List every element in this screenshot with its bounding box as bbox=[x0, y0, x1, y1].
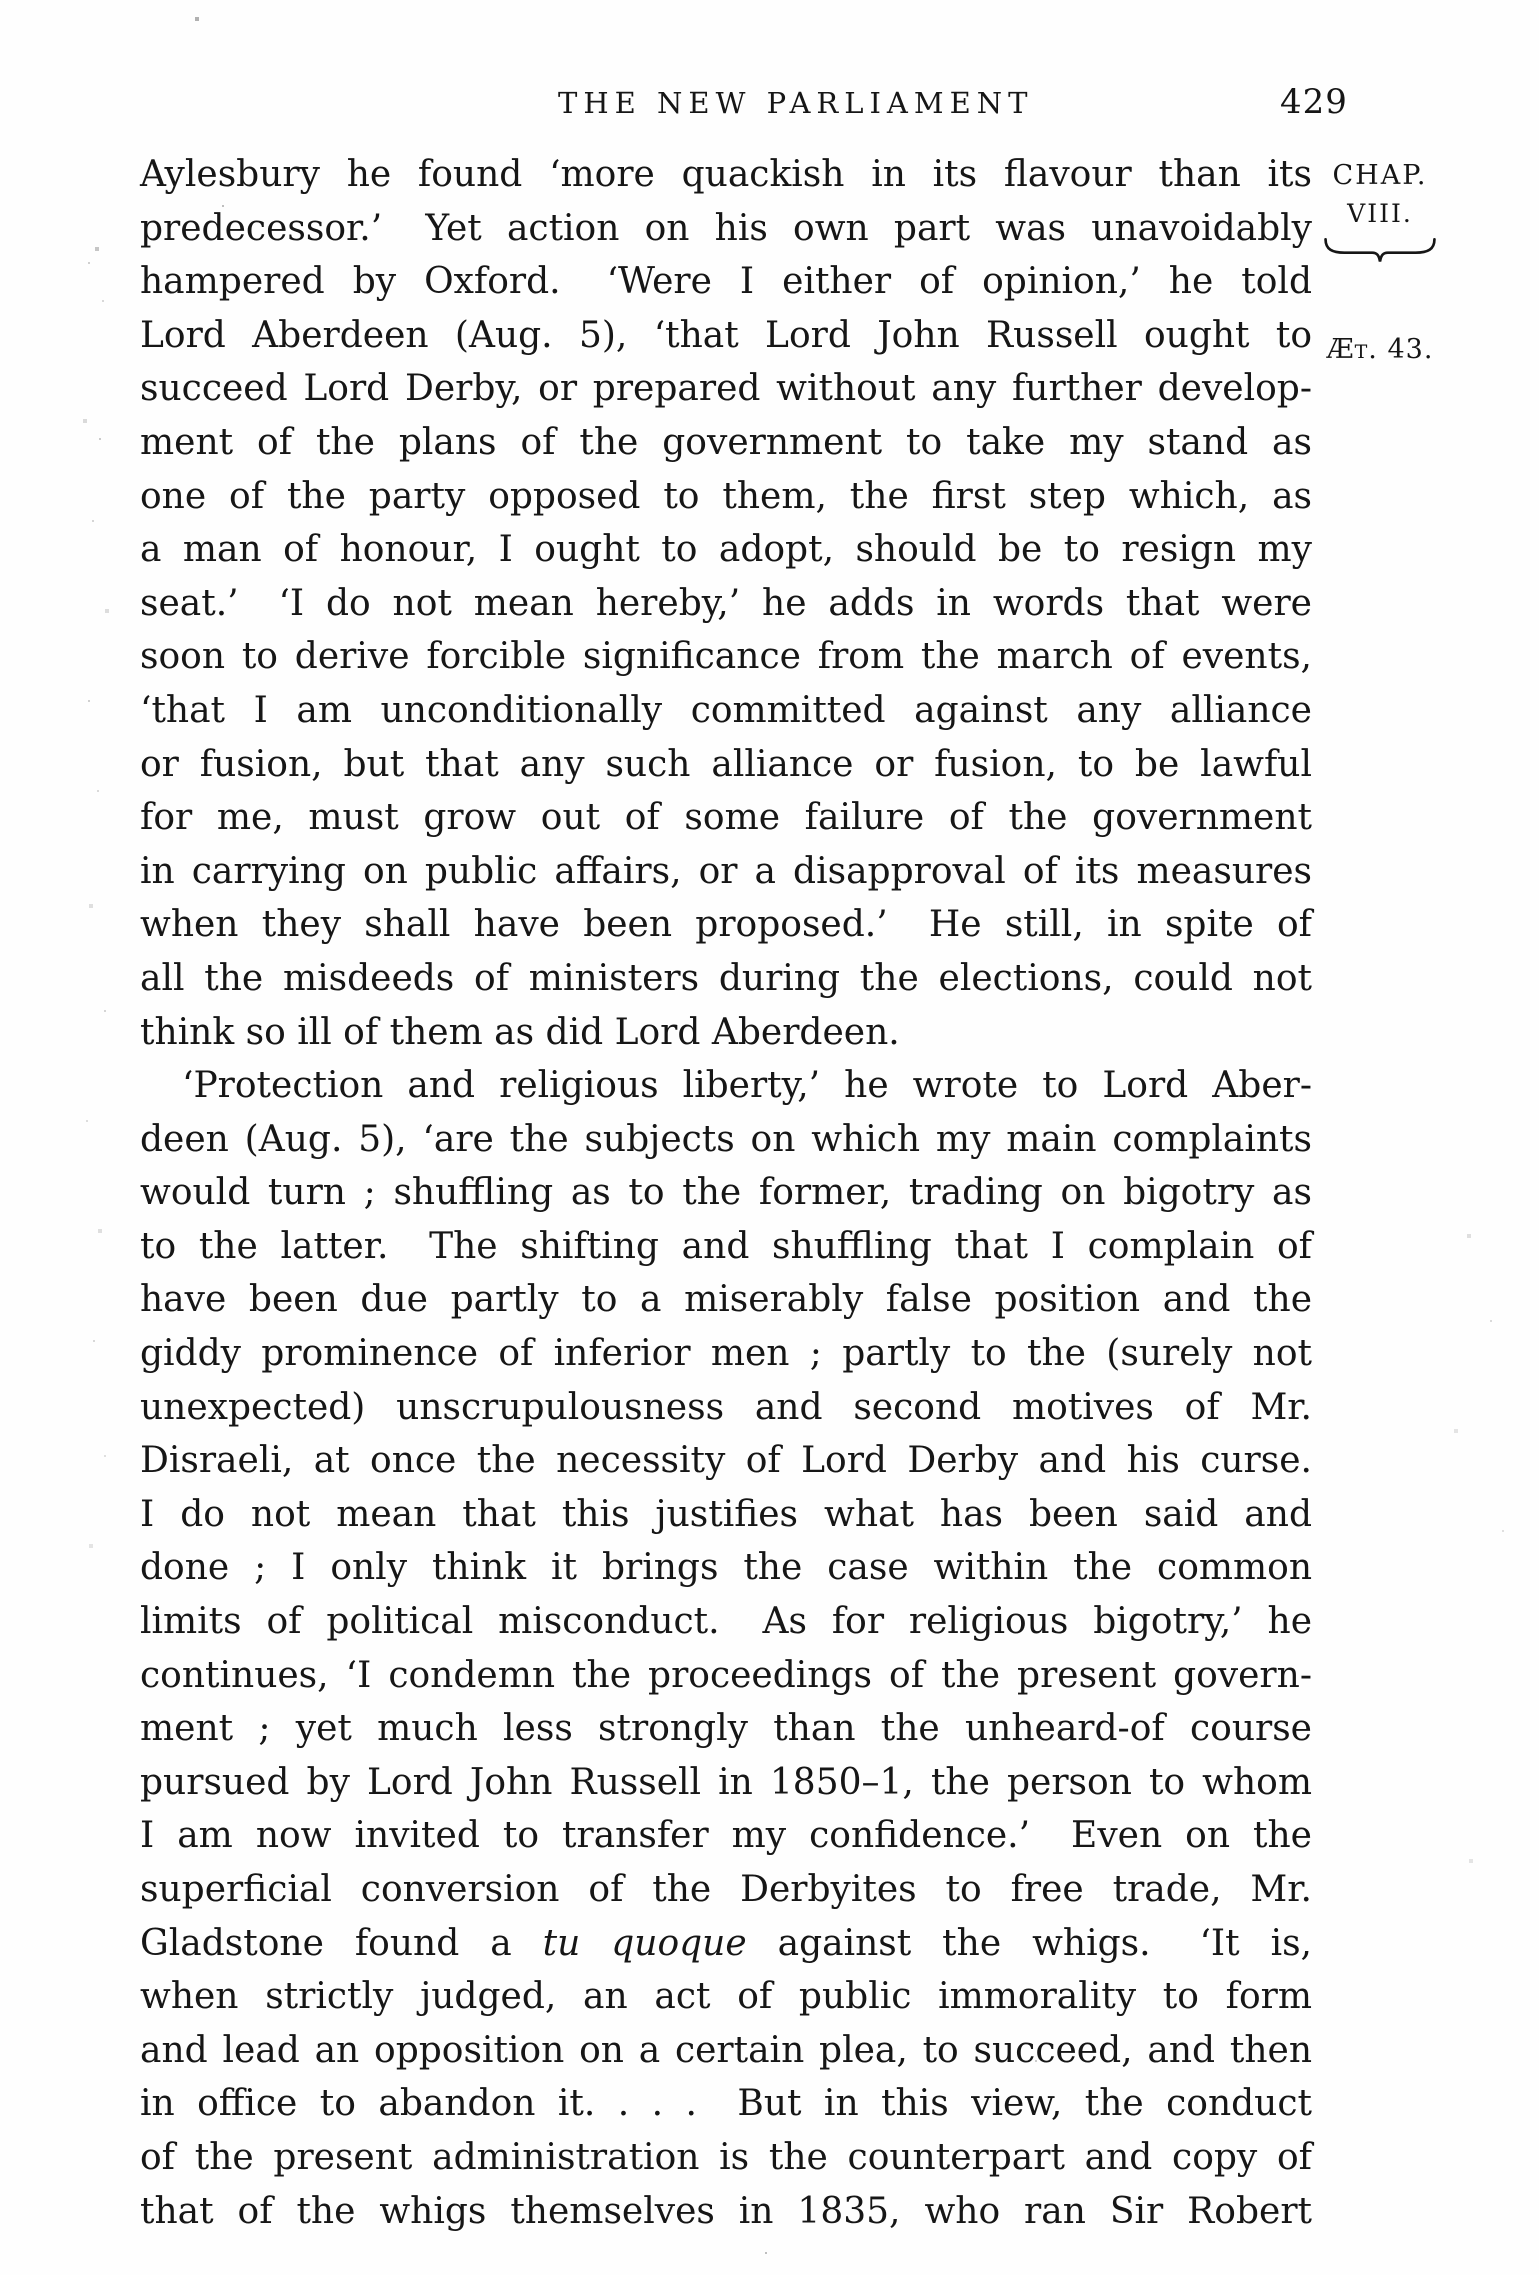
text-line: in office to abandon it. . . . But in this view, the conduct bbox=[140, 2083, 1312, 2125]
text-line: I am now invited to transfer my confidence.’ Even on the bbox=[140, 1815, 1312, 1857]
text-line: ‘that I am unconditionally committed against any alliance bbox=[140, 689, 1312, 731]
text-line: deen (Aug. 5), ‘are the subjects on which my main complaints bbox=[140, 1118, 1312, 1160]
margin-chapter-label: CHAP. bbox=[1332, 160, 1428, 191]
text-line: in carrying on public affairs, or a disapproval of its measures bbox=[140, 850, 1312, 892]
running-header-title: THE NEW PARLIAMENT bbox=[558, 86, 1034, 120]
text-line: have been due partly to a miserably false position and the bbox=[140, 1279, 1312, 1321]
body-text bbox=[140, 148, 1312, 2238]
text-line: would turn ; shuffling as to the former, trading on bigotry as bbox=[140, 1172, 1312, 1214]
text-line: ment of the plans of the government to take my stand as bbox=[140, 421, 1312, 463]
page-number: 429 bbox=[1280, 82, 1348, 122]
text-line: a man of honour, I ought to adopt, should be to resign my bbox=[140, 529, 1312, 571]
text-line: ‘Protection and religious liberty,’ he wrote to Lord Aber- bbox=[182, 1065, 1312, 1107]
text-line: or fusion, but that any such alliance or fusion, to be lawful bbox=[140, 743, 1312, 785]
text-line: of the present administration is the counterpart and copy of bbox=[140, 2136, 1312, 2178]
italic-phrase: tu quoque bbox=[542, 1922, 747, 1964]
margin-age-note: Æt. 43. bbox=[1326, 334, 1434, 365]
text-line: continues, ‘I condemn the proceedings of the present govern- bbox=[140, 1654, 1312, 1696]
text-line: when they shall have been proposed.’ He still, in spite of bbox=[140, 904, 1312, 946]
scan-noise bbox=[0, 0, 2, 2]
text-line: Lord Aberdeen (Aug. 5), ‘that Lord John Russell ought to bbox=[140, 314, 1312, 356]
text-line: to the latter. The shifting and shuffling that I complain of bbox=[140, 1225, 1312, 1267]
text-line: seat.’ ‘I do not mean hereby,’ he adds in words that were bbox=[140, 582, 1312, 624]
text-line: superficial conversion of the Derbyites to free trade, Mr. bbox=[140, 1869, 1312, 1910]
text-line: predecessor.’ Yet action on his own part was unavoidably bbox=[140, 207, 1312, 249]
text-line: unexpected) unscrupulousness and second motives of Mr. bbox=[140, 1386, 1312, 1428]
text-line: for me, must grow out of some failure of the government bbox=[140, 797, 1312, 839]
margin-chapter-numeral: VIII. bbox=[1347, 199, 1413, 228]
text-line: giddy prominence of inferior men ; partly to the (surely not bbox=[140, 1333, 1312, 1375]
text-line: Disraeli, at once the necessity of Lord Derby and his curse. bbox=[140, 1440, 1312, 1482]
text-line: succeed Lord Derby, or prepared without any further develop- bbox=[140, 368, 1312, 410]
chapter-underbrace-icon bbox=[1322, 236, 1438, 266]
text-line: when strictly judged, an act of public immorality to form bbox=[140, 1976, 1312, 2018]
text-line: pursued by Lord John Russell in 1850–1, the person to whom bbox=[140, 1761, 1312, 1803]
text-line bbox=[140, 1917, 1312, 1971]
text-line: and lead an opposition on a certain plea, to succeed, and then bbox=[140, 2029, 1312, 2071]
text-segment: Gladstone found a bbox=[140, 1922, 543, 1964]
text-line: think so ill of them as did Lord Aberdeen. bbox=[140, 1011, 900, 1053]
text-line: all the misdeeds of ministers during the elections, could not bbox=[140, 957, 1312, 999]
text-line: soon to derive forcible significance from the march of events, bbox=[140, 636, 1312, 678]
text-line: that of the whigs themselves in 1835, who ran Sir Robert bbox=[140, 2190, 1312, 2232]
text-line: I do not mean that this justifies what has been said and bbox=[140, 1493, 1312, 1535]
margin-notes bbox=[1316, 160, 1444, 365]
text-line: hampered by Oxford. ‘Were I either of opinion,’ he told bbox=[140, 261, 1312, 303]
text-line: Aylesbury he found ‘more quackish in its flavour than its bbox=[140, 154, 1312, 195]
text-line: limits of political misconduct. As for religious bigotry,’ he bbox=[140, 1601, 1312, 1643]
text-line: ment ; yet much less strongly than the unheard-of course bbox=[140, 1708, 1312, 1750]
text-line: one of the party opposed to them, the first step which, as bbox=[140, 475, 1312, 517]
text-segment: against the whigs. ‘It is, bbox=[746, 1922, 1312, 1964]
text-line: done ; I only think it brings the case within the common bbox=[140, 1547, 1312, 1589]
